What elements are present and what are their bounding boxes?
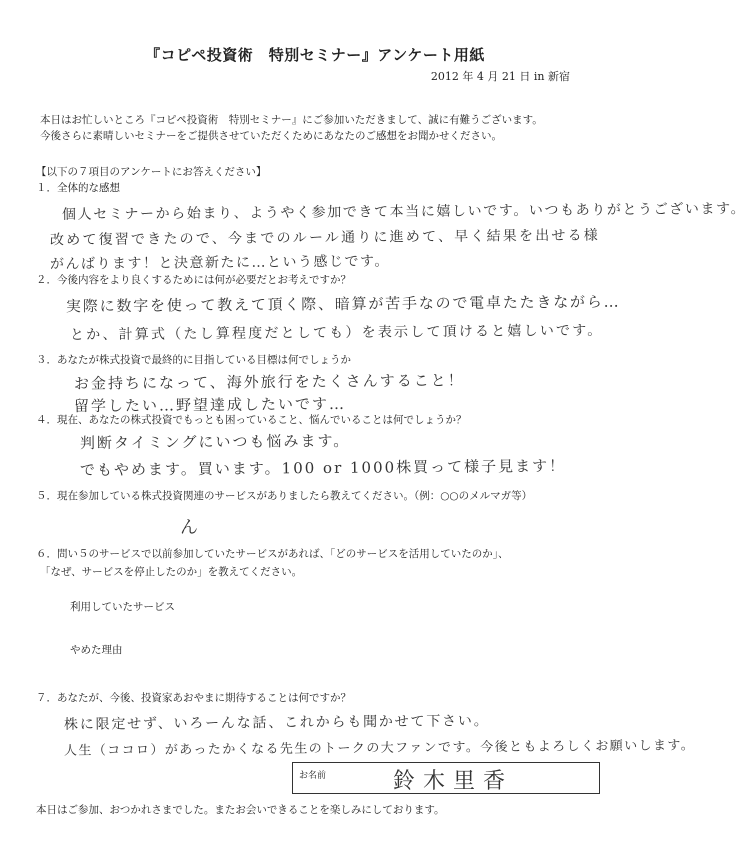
intro-line-1: 本日はお忙しいところ『コピペ投資術 特別セミナー』にご参加いただきまして、誠に有難うございます。: [40, 114, 543, 126]
answer-7-line-2: 人生（ココロ）があったかくなる先生のトークの大ファンです。今後ともよろしくお願いします。: [63, 738, 696, 759]
label-stop-reason: やめた理由: [70, 644, 123, 656]
name-box: [292, 762, 600, 794]
answer-1-line-2: 改めて復習できたので、今までのルール通りに進めて、早く結果を出せる様: [49, 227, 601, 249]
intro-line-2: 今後さらに素晴しいセミナーをご提供させていただくためにあなたのご感想をお聞かせください。: [40, 130, 502, 142]
answer-4-line-2: でもやめます。買います。100 or 1000株買って様子見ます！: [79, 456, 567, 480]
answer-1-line-3: がんばります！と決意新たに…という感じです。: [49, 253, 390, 273]
answer-5-line-1: ん: [179, 516, 200, 539]
answer-3-line-1: お金持ちになって、海外旅行をたくさんすること！: [73, 371, 465, 393]
answer-1-line-1: 個人セミナーから始まり、ようやく参加できて本当に嬉しいです。いつもありがとうございます。: [61, 201, 746, 223]
label-used-service: 利用していたサービス: [70, 601, 175, 613]
question-6: ６．問い５のサービスで以前参加していたサービスがあれば、「どのサービスを活用していたのか」、: [36, 548, 509, 560]
page-title: 『コピペ投資術 特別セミナー』アンケート用紙: [145, 46, 485, 64]
question-2: ２．今後内容をより良くするためには何が必要だとお考えですか？: [36, 274, 351, 286]
question-3: ３．あなたが株式投資で最終的に目指している目標は何でしょうか: [36, 354, 351, 366]
answer-2-line-1: 実際に数字を使って教えて頂く際、暗算が苦手なので電卓たたきながら…: [65, 292, 621, 316]
answer-4-line-1: 判断タイミングにいつも悩みます。: [79, 431, 351, 453]
question-7: ７．あなたが、今後、投資家あおやまに期待することは何ですか？: [36, 692, 351, 704]
question-1: １．全体的な感想: [36, 182, 120, 194]
closing-message: 本日はご参加、おつかれさまでした。またお会いできることを楽しみにしております。: [36, 804, 445, 816]
name-value: 鈴木里香: [393, 769, 514, 794]
question-4: ４．現在、あなたの株式投資でもっとも困っていること、悩んでいることは何でしょうか？: [36, 414, 467, 426]
question-5: ５．現在参加している株式投資関連のサービスがありましたら教えてください。（例：○○のメルマガ等）: [36, 490, 533, 502]
instruction-heading: 【以下の７項目のアンケートにお答えください】: [36, 166, 267, 178]
date-location: 2012 年 4 月 21 日 in 新宿: [430, 70, 570, 83]
answer-3-line-2: 留学したい…野望達成したいです…: [73, 394, 347, 416]
answer-2-line-2: とか、計算式（たし算程度だとしても）を表示して頂けると嬉しいです。: [69, 322, 604, 344]
question-6-line-2: 「なぜ、サービスを停止したのか」を教えてください。: [40, 566, 303, 578]
answer-7-line-1: 株に限定せず、いろーんな話、これからも聞かせて下さい。: [63, 713, 490, 733]
name-label: お名前: [299, 771, 327, 781]
